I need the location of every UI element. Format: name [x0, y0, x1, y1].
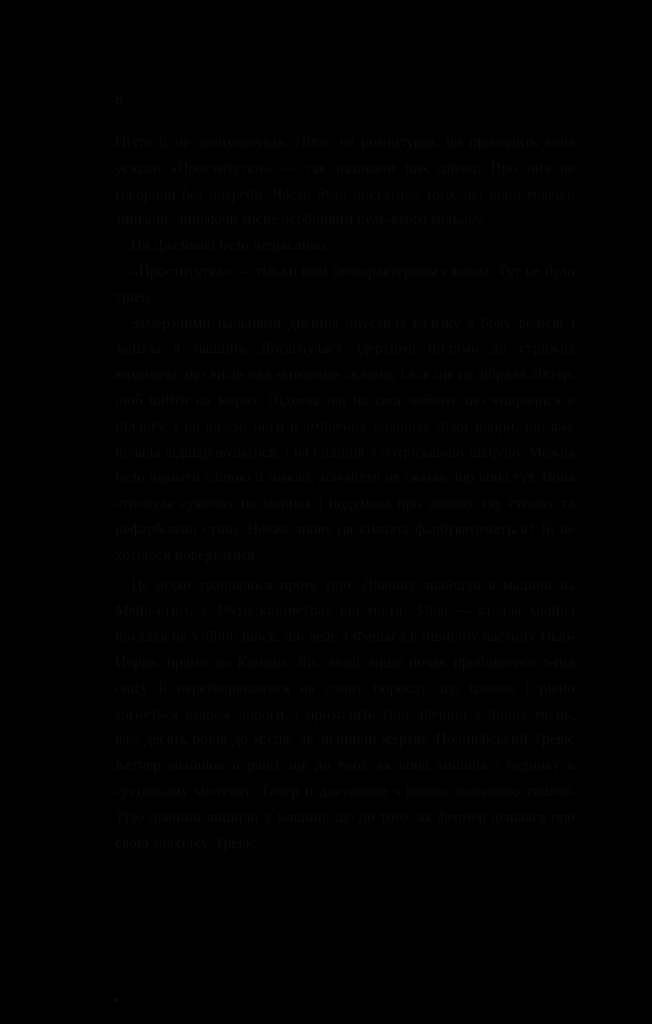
- paragraph: Ніхто й не звинувачував. Ніхто не розпитував, чи приходить вона усюди. «Проститутки» — так називали цих дівчат. Про них не говорили без потреби. Часто було достатньо того, що вони мовчки зникали, лишаючи місце особливим будь-якого кольору.: [115, 134, 575, 229]
- paragraph: Замерзлими пальцями дівчина опустила валізку з боку водієві і залізла в машину. Дотягнулася здертими нігтями до стрижня вимикача, що висів над матовими склами, і все ще не зібрала ліхтар, щоб вийти на мороз. Підвела очі на свої чоботи, що впиралися в підлогу, і на власні ноги в зміщених холошах білої шкіри, що вже почала відшаровуватися, і на сидіння з потрісканою шкірою. Можна було вдавати сліпою й німою, аби ніхто не сказав, що вона тут. Вона стиснула сумочку на колінах і подумала про зимову злу стежку та нефарбовані стіни. Невже знову ця кімната фарбуватиметься? Їй не хотілося повертатися.: [115, 314, 575, 564]
- page-mark: [113, 998, 117, 1002]
- paragraph: На Джейкові було нещасливо.: [131, 237, 329, 255]
- page-number: 8: [115, 92, 123, 108]
- paragraph: Це рідко траплялося проте тіло. Дівчину знайшли в машині на Мейн-стріт, у 16-ти кілометрах від міста. Зліва — стояла хвойна посадка на узбіччі шосе, що веде з Фенікса в північну частину Нью-Йорка, прямо до Канади. Ліс, який лише почав пробиватися з-під снігу й перетворюватися на сонну порослу, що плавно і рівно тягнеться вздовж дороги, і приходить тіло дівчини з інших місць, вже десять років до місця, де знайшли жертву. Поліцейський Тревіс Кетчер знайшов її рано, ще до того, як вона вийшла з будинку в сусідньому містечку. Тепер її доставили з новою холодною тишею. Тіло дівчини лишили у машині, ще до того, як фермер дізнався про свою знахідку. Тревіс.: [115, 576, 575, 852]
- paragraph: «Проститутка» — тільки цим безхарактерним словом. Тут не було тіней.: [115, 262, 575, 306]
- body-text: [115, 130, 575, 856]
